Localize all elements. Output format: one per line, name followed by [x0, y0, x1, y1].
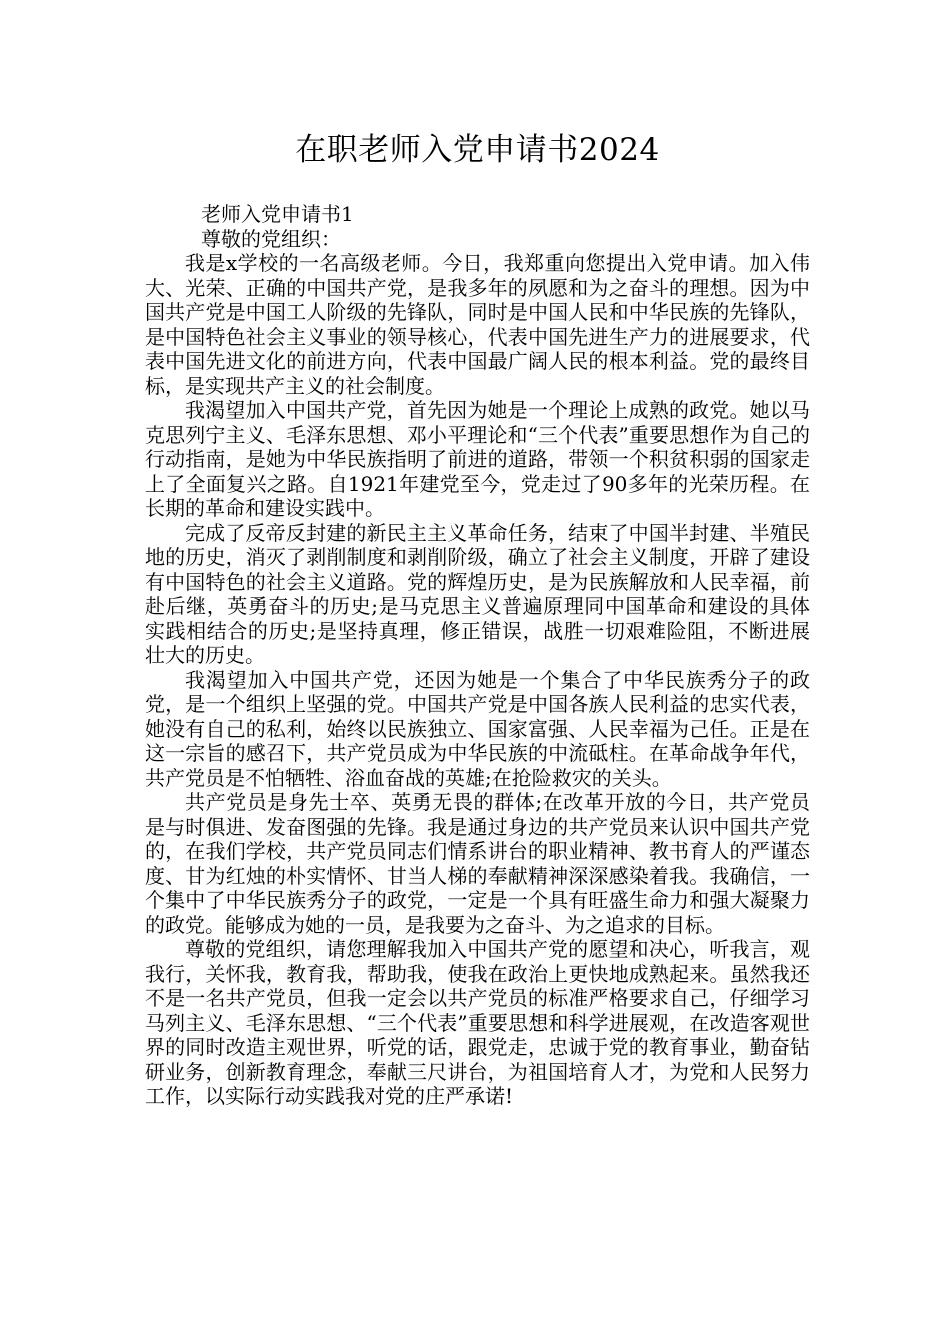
document-title: 在职老师入党申请书2024: [295, 132, 660, 168]
document-body: [145, 202, 810, 1109]
paragraph-3: 完成了反帝反封建的新民主主义革命任务，结束了中国半封建、半殖民地的历史，消灭了剥削制度和剥削阶级，确立了社会主义制度，开辟了建设有中国特色的社会主义道路。党的辉煌历史，是为民族解放和人民幸福，前赴后继，英勇奋斗的历史;是马克思主义普遍原理同中国革命和建设的具体实践相结合的历史;是坚持真理，修正错误，战胜一切艰难险阻，不断进展壮大的历史。: [145, 520, 810, 667]
paragraph-6: 尊敬的党组织，请您理解我加入中国共产党的愿望和决心，听我言，观我行，关怀我，教育我，帮助我，使我在政治上更快地成熟起来。虽然我还不是一名共产党员，但我一定会以共产党员的标准严格要求自己，仔细学习马列主义、毛泽东思想、“三个代表”重要思想和科学进展观，在改造客观世界的同时改造主观世界，听党的话，跟党走，忠诚于党的教育事业，勤奋钻研业务，创新教育理念，奉献三尺讲台，为祖国培育人才，为党和人民努力工作，以实际行动实践我对党的庄严承诺!: [145, 937, 810, 1108]
letter-salutation: 尊敬的党组织：: [201, 226, 341, 251]
paragraph-5: 共产党员是身先士卒、英勇无畏的群体;在改革开放的今日，共产党员是与时俱进、发奋图强的先锋。我是通过身边的共产党员来认识中国共产党的，在我们学校，共产党员同志们情系讲台的职业精神、教书育人的严谨态度、甘为红烛的朴实情怀、甘当人梯的奉献精神深深感染着我。我确信，一个集中了中华民族秀分子的政党，一定是一个具有旺盛生命力和强大凝聚力的政党。能够成为她的一员，是我要为之奋斗、为之追求的目标。: [145, 790, 810, 937]
paragraph-1: 我是x学校的一名高级老师。今日，我郑重向您提出入党申请。加入伟大、光荣、正确的中国共产党，是我多年的夙愿和为之奋斗的理想。因为中国共产党是中国工人阶级的先锋队，同时是中国人民和中华民族的先锋队，是中国特色社会主义事业的领导核心，代表中国先进生产力的进展要求，代表中国先进文化的前进方向，代表中国最广阔人民的根本利益。党的最终目标，是实现共产主义的社会制度。: [145, 251, 810, 398]
document-page: [145, 128, 810, 1109]
paragraph-4: 我渴望加入中国共产党，还因为她是一个集合了中华民族秀分子的政党，是一个组织上坚强的党。中国共产党是中国各族人民利益的忠实代表，她没有自己的私利，始终以民族独立、国家富强、人民幸福为己任。正是在这一宗旨的感召下，共产党员成为中华民族的中流砥柱。在革命战争年代，共产党员是不怕牺牲、浴血奋战的英雄;在抢险救灾的关头。: [145, 667, 810, 790]
paragraph-2: 我渴望加入中国共产党，首先因为她是一个理论上成熟的政党。她以马克思列宁主义、毛泽东思想、邓小平理论和“三个代表”重要思想作为自己的行动指南，是她为中华民族指明了前进的道路，带领一个积贫积弱的国家走上了全面复兴之路。自1921年建党至今，党走过了90多年的光荣历程。在长期的革命和建设实践中。: [145, 398, 810, 520]
letter-subtitle: 老师入党申请书1: [201, 202, 354, 226]
